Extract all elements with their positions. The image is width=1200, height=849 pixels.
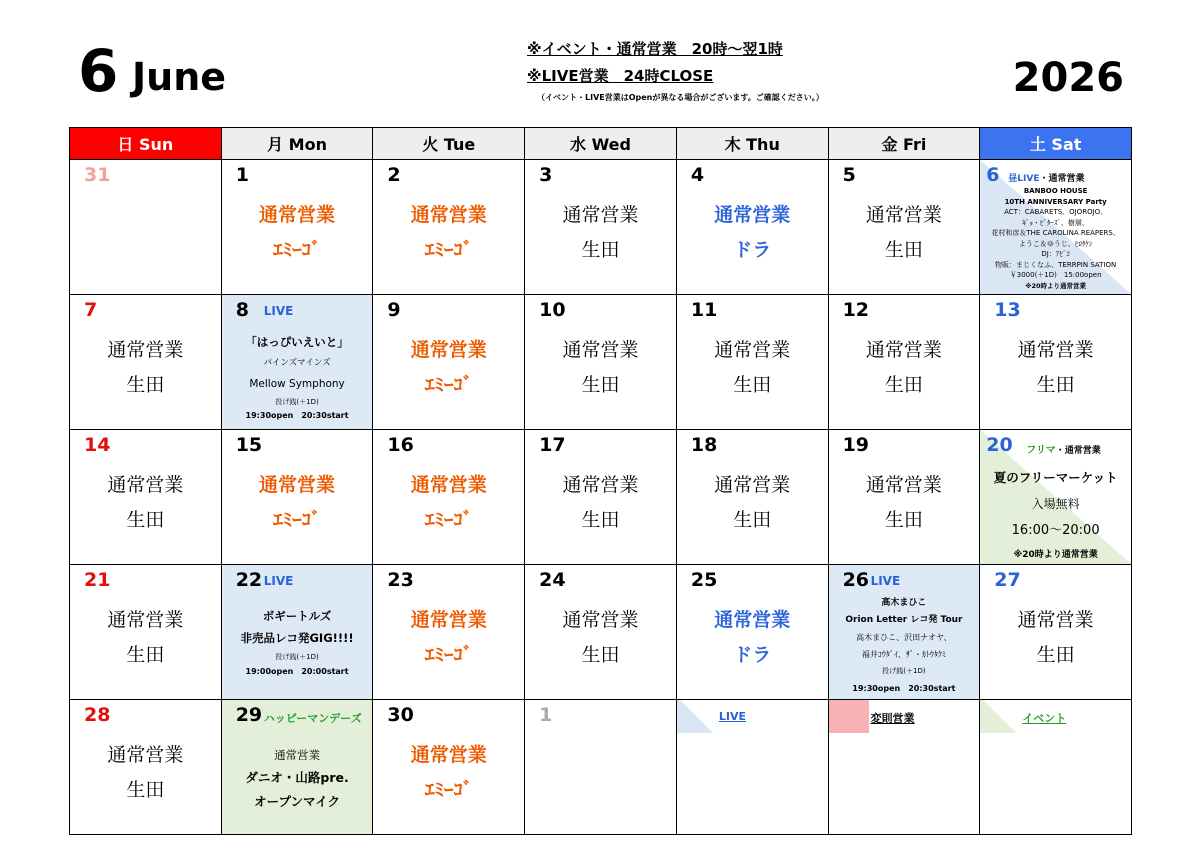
event-line: 福井ｺｳﾀﾞｲ、ｻﾞ・ｶﾄｳﾀｸﾐ bbox=[861, 650, 946, 659]
event-line: Mellow Symphony bbox=[249, 378, 345, 390]
legend-label-live: LIVE bbox=[718, 710, 746, 723]
staff-name: 生田 bbox=[126, 644, 165, 666]
day-number: 6 bbox=[986, 164, 1000, 186]
schedule-label: 通常営業 bbox=[107, 744, 184, 766]
day-number: 20 bbox=[986, 434, 1013, 456]
day-number: 3 bbox=[539, 164, 553, 186]
day-cell-live bbox=[829, 565, 981, 700]
day-number: 14 bbox=[84, 434, 111, 456]
day-cell bbox=[70, 700, 222, 835]
event-line: BANBOO HOUSE bbox=[1023, 187, 1088, 195]
day-number: 22 bbox=[235, 569, 263, 591]
staff-name: 生田 bbox=[126, 779, 165, 801]
event-line: 10TH ANNIVERSARY Party bbox=[1004, 197, 1107, 206]
schedule-label: 通常営業 bbox=[714, 474, 791, 496]
day-number: 16 bbox=[387, 434, 414, 456]
day-cell bbox=[373, 430, 525, 565]
event-line: 16:00～20:00 bbox=[1011, 523, 1100, 538]
day-cell-event bbox=[980, 430, 1132, 565]
day-cell bbox=[373, 295, 525, 430]
schedule-label: 通常営業 bbox=[865, 204, 942, 226]
staff-name: 生田 bbox=[884, 239, 923, 261]
schedule-label: 通常営業 bbox=[410, 339, 487, 361]
event-line: 投げ銭(＋1D) bbox=[275, 398, 319, 406]
event-line: 投げ銭(＋1D) bbox=[275, 653, 319, 661]
schedule-label: 通常営業 bbox=[107, 609, 184, 631]
event-line: 入場無料 bbox=[1031, 497, 1080, 511]
weekday-header-sun: 日 Sun bbox=[70, 128, 222, 160]
schedule-label: 通常営業 bbox=[562, 204, 639, 226]
staff-name: ｴﾐｰｺﾞ bbox=[425, 779, 473, 801]
day-cell bbox=[525, 160, 677, 295]
schedule-label: 通常営業 bbox=[562, 474, 639, 496]
event-line: オープンマイク bbox=[254, 794, 340, 809]
staff-name: ｴﾐｰｺﾞ bbox=[425, 509, 473, 531]
legend-label-irregular: 変則営業 bbox=[870, 712, 915, 725]
staff-name: 生田 bbox=[733, 509, 772, 531]
schedule-label: 通常営業 bbox=[865, 339, 942, 361]
day-cell bbox=[373, 565, 525, 700]
day-number: 24 bbox=[539, 569, 566, 591]
day-number: 31 bbox=[84, 164, 111, 186]
day-cell bbox=[980, 295, 1132, 430]
event-tag: フリマ・通常営業 bbox=[1026, 445, 1101, 456]
weekday-header-mon: 月 Mon bbox=[222, 128, 374, 160]
legend-label-event: イベント bbox=[1022, 712, 1067, 725]
day-cell bbox=[70, 160, 222, 295]
event-line: ACT：CABARETS、OJOROJO、 bbox=[1004, 208, 1108, 216]
event-line: ボギートルズ bbox=[262, 609, 332, 623]
event-line: ￥3000(＋1D) 15:00open bbox=[1009, 271, 1102, 279]
day-cell bbox=[677, 295, 829, 430]
day-number: 26 bbox=[842, 569, 870, 591]
live-tag: LIVE bbox=[870, 574, 901, 588]
event-line: 19:00open 20:00start bbox=[245, 667, 349, 676]
day-cell bbox=[677, 160, 829, 295]
staff-name: ｴﾐｰｺﾞ bbox=[273, 509, 321, 531]
legend-live bbox=[677, 700, 829, 835]
event-line: DJ：ｱﾋﾞｺ bbox=[1041, 250, 1070, 258]
staff-name: ｴﾐｰｺﾞ bbox=[273, 239, 321, 261]
schedule-label: 通常営業 bbox=[107, 339, 184, 361]
schedule-label: 通常営業 bbox=[410, 204, 487, 226]
event-line: 投げ銭(＋1D) bbox=[882, 667, 926, 675]
day-number: 30 bbox=[387, 704, 414, 726]
staff-name: ドラ bbox=[733, 239, 772, 261]
day-number: 17 bbox=[539, 434, 566, 456]
day-number: 18 bbox=[690, 434, 718, 456]
schedule-label: 通常営業 bbox=[107, 474, 184, 496]
notice-live-close: ※LIVE営業 24時CLOSE bbox=[527, 67, 714, 85]
day-cell bbox=[677, 430, 829, 565]
day-number: 11 bbox=[690, 299, 718, 321]
day-number: 7 bbox=[84, 299, 98, 321]
day-number: 2 bbox=[387, 164, 401, 186]
schedule-label: 通常営業 bbox=[562, 339, 639, 361]
weekday-header-tue: 火 Tue bbox=[373, 128, 525, 160]
day-number: 13 bbox=[994, 299, 1021, 321]
schedule-label: 通常営業 bbox=[714, 204, 791, 226]
event-line: 高木まひこ、沢田ナオヤ、 bbox=[856, 633, 952, 642]
day-number: 19 bbox=[842, 434, 870, 456]
event-title: 「はっぴいえいと」 bbox=[245, 335, 349, 349]
event-line: ※20時より通常営業 bbox=[1013, 550, 1098, 560]
event-line: 物販：まじくなふ、TERRPIN SATION bbox=[995, 260, 1117, 269]
event-line: 19:30open 20:30start bbox=[245, 411, 349, 420]
day-cell-live bbox=[222, 565, 374, 700]
day-number: 27 bbox=[994, 569, 1021, 591]
weekday-header-sat: 土 Sat bbox=[980, 128, 1132, 160]
day-number: 5 bbox=[842, 164, 856, 186]
event-line: ※20時より通常営業 bbox=[1025, 281, 1087, 290]
live-tag: LIVE bbox=[263, 574, 294, 588]
month-number: 6 bbox=[78, 37, 119, 105]
staff-name: 生田 bbox=[126, 509, 165, 531]
day-cell bbox=[525, 295, 677, 430]
day-cell-live bbox=[222, 295, 374, 430]
staff-name: ｴﾐｰｺﾞ bbox=[425, 374, 473, 396]
schedule-label: 通常営業 bbox=[1017, 609, 1094, 631]
schedule-label: 通常営業 bbox=[259, 204, 336, 226]
staff-name: ｴﾐｰｺﾞ bbox=[425, 644, 473, 666]
event-line: 通常営業 bbox=[274, 748, 321, 762]
day-cell bbox=[70, 430, 222, 565]
legend-swatch-live bbox=[677, 700, 717, 733]
day-cell bbox=[222, 430, 374, 565]
day-number: 8 bbox=[235, 299, 249, 321]
staff-name: 生田 bbox=[884, 509, 923, 531]
day-number: 29 bbox=[235, 704, 263, 726]
day-cell bbox=[829, 430, 981, 565]
event-line: 非売品レコ発GIG!!!! bbox=[240, 631, 354, 645]
day-cell bbox=[525, 430, 677, 565]
schedule-label: 通常営業 bbox=[410, 474, 487, 496]
legend-swatch-event bbox=[980, 700, 1020, 733]
weekday-header-wed: 水 Wed bbox=[525, 128, 677, 160]
staff-name: 生田 bbox=[884, 374, 923, 396]
day-cell bbox=[677, 565, 829, 700]
staff-name: 生田 bbox=[581, 239, 620, 261]
day-number: 21 bbox=[84, 569, 111, 591]
day-number: 1 bbox=[539, 704, 553, 726]
weekday-header-thu: 木 Thu bbox=[677, 128, 829, 160]
staff-name: 生田 bbox=[581, 374, 620, 396]
day-cell bbox=[222, 160, 374, 295]
event-tag: ハッピーマンデーズ bbox=[263, 712, 362, 725]
day-cell bbox=[980, 565, 1132, 700]
month-name: June bbox=[132, 55, 227, 99]
staff-name: 生田 bbox=[581, 509, 620, 531]
event-line: ようこ＆ゆうじ、ﾋﾛﾀｹｼ bbox=[1018, 239, 1093, 248]
event-line: 花村和彦＆THE CAROLINA REAPERS、 bbox=[991, 229, 1120, 237]
day-number: 23 bbox=[387, 569, 414, 591]
event-line: ダニオ・山路pre. bbox=[245, 770, 349, 785]
event-line: 19:30open 20:30start bbox=[852, 684, 956, 693]
schedule-label: 通常営業 bbox=[410, 609, 487, 631]
day-number: 4 bbox=[690, 164, 705, 186]
day-cell bbox=[525, 700, 677, 835]
day-cell bbox=[525, 565, 677, 700]
event-line: 高木まひこ bbox=[881, 598, 927, 608]
legend-swatch-irregular bbox=[829, 700, 869, 733]
schedule-label: 通常営業 bbox=[1017, 339, 1094, 361]
day-number: 12 bbox=[842, 299, 870, 321]
day-number: 9 bbox=[387, 299, 401, 321]
schedule-label: 通常営業 bbox=[714, 339, 791, 361]
day-number: 1 bbox=[235, 164, 249, 186]
day-cell bbox=[373, 700, 525, 835]
schedule-label: 通常営業 bbox=[714, 609, 791, 631]
schedule-label: 通常営業 bbox=[562, 609, 639, 631]
staff-name: 生田 bbox=[126, 374, 165, 396]
day-cell bbox=[373, 160, 525, 295]
staff-name: 生田 bbox=[1036, 374, 1075, 396]
staff-name: 生田 bbox=[1036, 644, 1075, 666]
day-number: 10 bbox=[539, 299, 566, 321]
calendar-grid bbox=[69, 127, 1132, 835]
staff-name: ｴﾐｰｺﾞ bbox=[425, 239, 473, 261]
notice-open-time: （イベント・LIVE営業はOpenが異なる場合がございます。ご確認ください。） bbox=[537, 93, 824, 102]
schedule-label: 通常営業 bbox=[410, 744, 487, 766]
day-number: 15 bbox=[235, 434, 263, 456]
staff-name: 生田 bbox=[733, 374, 772, 396]
event-line: ｷﾞｮ・ﾋﾞﾀｰｽﾞ、樹層、 bbox=[1022, 218, 1089, 227]
event-line: パインズマインズ bbox=[263, 358, 331, 368]
schedule-label: 通常営業 bbox=[865, 474, 942, 496]
live-tag: LIVE bbox=[263, 304, 294, 318]
legend-irregular bbox=[829, 700, 981, 835]
weekday-header-fri: 金 Fri bbox=[829, 128, 981, 160]
staff-name: ドラ bbox=[733, 644, 772, 666]
event-tag: 昼LIVE・通常営業 bbox=[1008, 174, 1085, 184]
year: 2026 bbox=[1012, 55, 1124, 101]
day-number: 25 bbox=[690, 569, 718, 591]
day-cell bbox=[829, 160, 981, 295]
event-title: 夏のフリーマーケット bbox=[993, 470, 1118, 485]
schedule-label: 通常営業 bbox=[259, 474, 336, 496]
staff-name: 生田 bbox=[581, 644, 620, 666]
day-cell bbox=[70, 565, 222, 700]
day-number: 28 bbox=[84, 704, 111, 726]
legend-event bbox=[980, 700, 1132, 835]
day-cell bbox=[829, 295, 981, 430]
day-cell-event bbox=[222, 700, 374, 835]
day-cell bbox=[70, 295, 222, 430]
notice-hours: ※イベント・通常営業 20時～翌1時 bbox=[527, 40, 783, 58]
event-line: Orion Letter レコ発 Tour bbox=[845, 615, 963, 625]
day-cell-event bbox=[980, 160, 1132, 295]
